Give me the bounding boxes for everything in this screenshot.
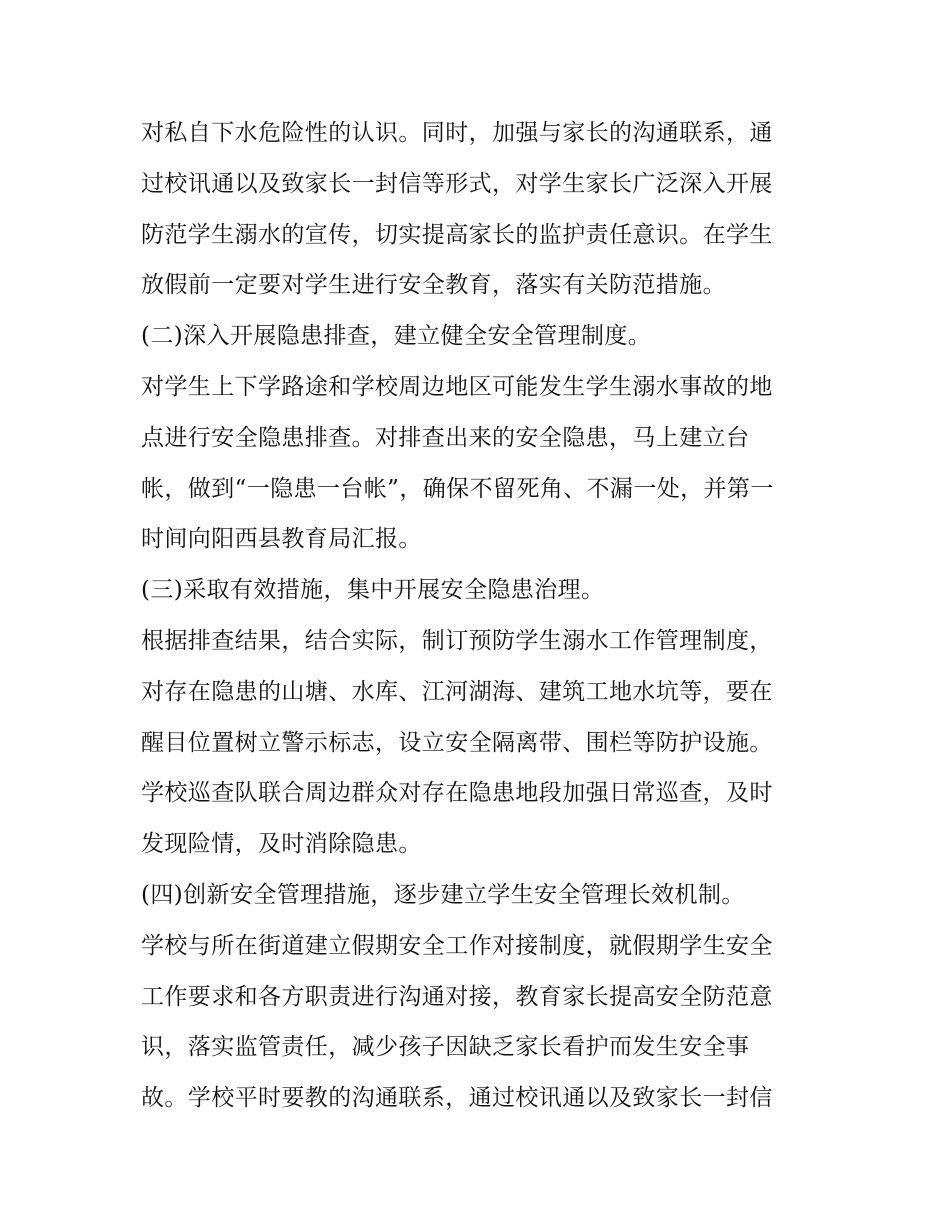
- paragraph-line: 醒目位置树立警示标志，设立安全隔离带、围栏等防护设施。: [141, 729, 773, 756]
- document-body: [141, 108, 821, 1124]
- paragraph-line: 帐，做到“一隐患一台帐”，确保不留死角、不漏一处，并第一: [141, 475, 774, 502]
- paragraph-line: 学校与所在街道建立假期安全工作对接制度，就假期学生安全: [141, 932, 773, 959]
- paragraph-line: 时间向阳西县教育局汇报。: [141, 526, 422, 553]
- paragraph-line: 点进行安全隐患排查。对排查出来的安全隐患，马上建立台: [141, 424, 750, 451]
- paragraph-line: 对私自下水危险性的认识。同时，加强与家长的沟通联系，通: [141, 120, 773, 146]
- paragraph-line: 对存在隐患的山塘、水库、江河湖海、建筑工地水坑等，要在: [141, 678, 773, 705]
- paragraph-line: 发现险情，及时消除隐患。: [141, 831, 422, 858]
- paragraph-line: 故。学校平时要教的沟通联系，通过校讯通以及致家长一封信: [141, 1085, 773, 1112]
- paragraph-line: 识，落实监管责任，减少孩子因缺乏家长看护而发生安全事: [141, 1034, 750, 1061]
- paragraph-line: 放假前一定要对学生进行安全教育，落实有关防范措施。: [141, 272, 726, 299]
- section-heading-3: (三)采取有效措施，集中开展安全隐患治理。: [141, 577, 605, 604]
- section-heading-4: (四)创新安全管理措施，逐步建立学生安全管理长效机制。: [141, 881, 745, 908]
- paragraph-line: 学校巡查队联合周边群众对存在隐患地段加强日常巡查，及时: [141, 780, 773, 807]
- paragraph-line: 过校讯通以及致家长一封信等形式，对学生家长广泛深入开展: [141, 170, 773, 197]
- paragraph-line: 对学生上下学路途和学校周边地区可能发生学生溺水事故的地: [141, 373, 773, 400]
- paragraph-line: 工作要求和各方职责进行沟通对接，教育家长提高安全防范意: [141, 983, 773, 1010]
- section-heading-2: (二)深入开展隐患排查，建立健全安全管理制度。: [141, 323, 652, 350]
- paragraph-line: 根据排查结果，结合实际，制订预防学生溺水工作管理制度，: [141, 627, 773, 654]
- paragraph-line: 防范学生溺水的宣传，切实提高家长的监护责任意识。在学生: [141, 221, 773, 248]
